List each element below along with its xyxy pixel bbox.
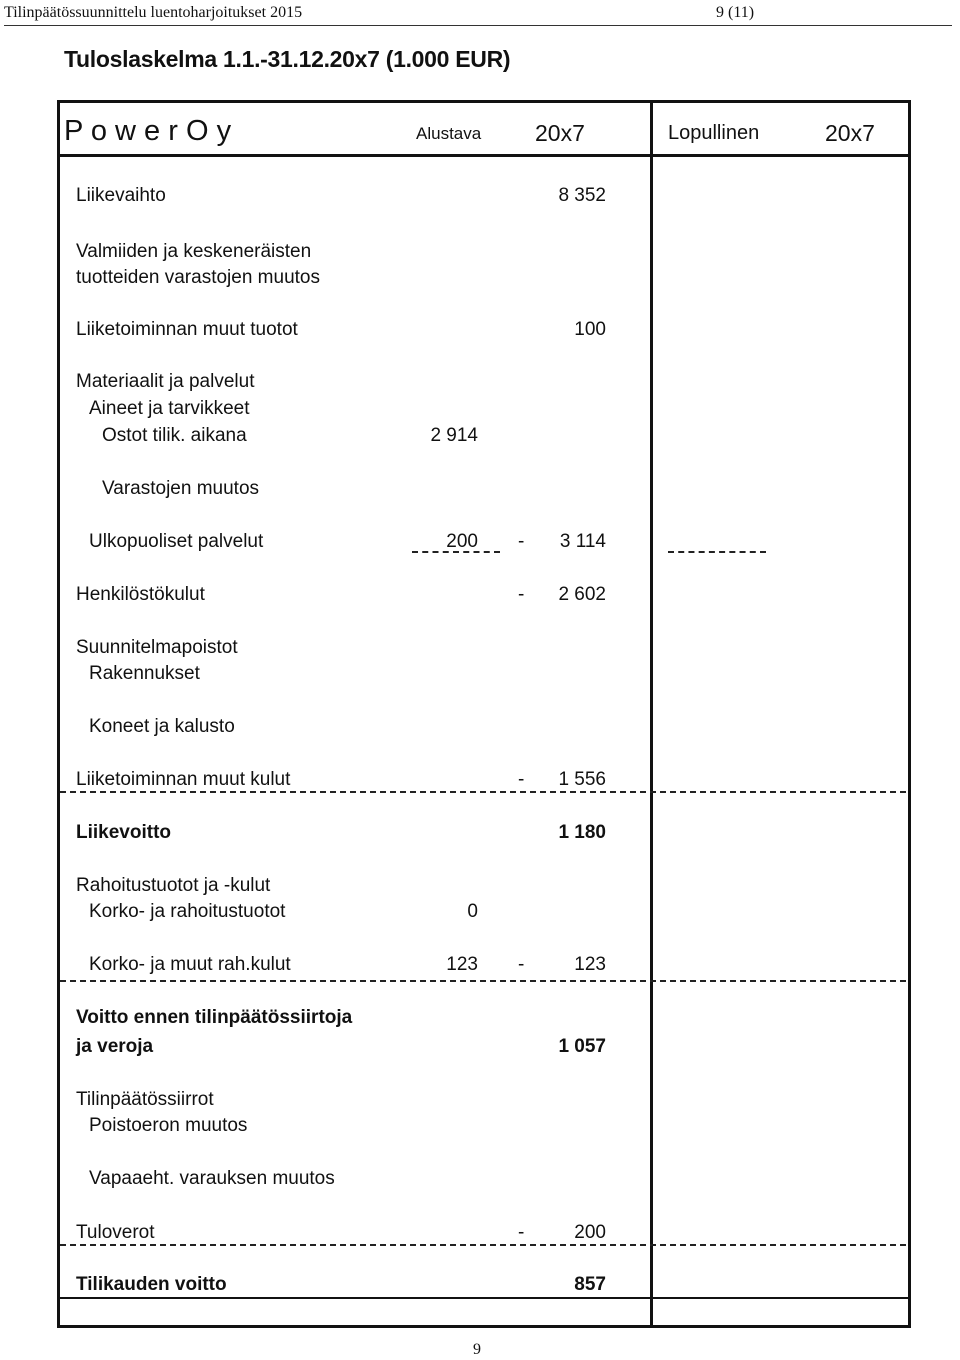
row-label-muut-kulut: Liiketoiminnan muut kulut bbox=[76, 769, 291, 790]
financial-dashed-line bbox=[60, 980, 906, 982]
subtotal-dashed-line bbox=[412, 551, 500, 553]
row-label-rahoitus: Rahoitustuotot ja -kulut bbox=[76, 875, 271, 896]
page-title: Tuloslaskelma 1.1.-31.12.20x7 (1.000 EUR) bbox=[64, 46, 511, 72]
preliminary-label: Alustava bbox=[416, 124, 482, 143]
row-total-liikevoitto: 1 180 bbox=[558, 822, 606, 843]
row-sign-tuloverot: - bbox=[518, 1222, 525, 1243]
row-sub-ulkopuoliset: 200 bbox=[446, 531, 478, 552]
document-header-title: Tilinpäätössuunnittelu luentoharjoitukset 2015 bbox=[4, 4, 303, 21]
row-label-muut-tuotot: Liiketoiminnan muut tuotot bbox=[76, 319, 298, 340]
row-total-liikevaihto: 8 352 bbox=[558, 185, 606, 206]
row-label-voitto-1: Voitto ennen tilinpäätössiirtoja bbox=[76, 1007, 353, 1028]
row-label-ulkopuoliset: Ulkopuoliset palvelut bbox=[89, 531, 264, 552]
row-label-varastojen: Varastojen muutos bbox=[102, 478, 260, 499]
row-label-aineet: Aineet ja tarvikkeet bbox=[89, 398, 250, 419]
page-number: 9 bbox=[473, 1341, 481, 1358]
row-label-rakennukset: Rakennukset bbox=[89, 663, 200, 684]
row-sign-muut-kulut: - bbox=[518, 769, 525, 790]
row-label-voitto-2: ja veroja bbox=[76, 1036, 154, 1057]
row-label-tilinpaatos: Tilinpäätössiirrot bbox=[76, 1089, 214, 1110]
row-total-tilikauden: 857 bbox=[574, 1274, 606, 1295]
row-label-liikevoitto: Liikevoitto bbox=[76, 822, 172, 843]
row-label-korko-kulut: Korko- ja muut rah.kulut bbox=[89, 954, 291, 975]
final-dashed-line bbox=[668, 551, 766, 553]
row-sign-henkilosto: - bbox=[518, 584, 525, 605]
row-label-koneet: Koneet ja kalusto bbox=[89, 716, 235, 737]
header-rule bbox=[4, 25, 952, 26]
page-counter: 9 (11) bbox=[716, 4, 755, 21]
operating-dashed-line bbox=[60, 791, 906, 793]
row-label-suunnitelma: Suunnitelmapoistot bbox=[76, 637, 238, 658]
row-label-poistoero: Poistoeron muutos bbox=[89, 1115, 248, 1136]
row-sub-korko-tuotot: 0 bbox=[467, 901, 478, 922]
row-sub-ostot: 2 914 bbox=[430, 425, 478, 446]
row-total-voitto: 1 057 bbox=[558, 1036, 606, 1057]
row-total-henkilosto: 2 602 bbox=[558, 584, 606, 605]
row-label-liikevaihto: Liikevaihto bbox=[76, 185, 166, 206]
bottom-separator bbox=[57, 1297, 911, 1299]
final-year: 20x7 bbox=[825, 120, 875, 146]
row-label-vapaaeht: Vapaaeht. varauksen muutos bbox=[89, 1168, 335, 1189]
row-label-materiaalit: Materiaalit ja palvelut bbox=[76, 371, 255, 392]
header-separator bbox=[57, 154, 911, 157]
row-sign-korko-kulut: - bbox=[518, 954, 525, 975]
row-total-tuloverot: 200 bbox=[574, 1222, 606, 1243]
row-sub-korko-kulut: 123 bbox=[446, 954, 478, 975]
row-label-valmiiden-2: tuotteiden varastojen muutos bbox=[76, 267, 320, 288]
preliminary-year: 20x7 bbox=[535, 120, 585, 146]
row-total-ulkopuoliset: 3 114 bbox=[559, 531, 606, 552]
column-divider bbox=[650, 100, 653, 1328]
row-label-korko-tuotot: Korko- ja rahoitustuotot bbox=[89, 901, 286, 922]
row-label-ostot: Ostot tilik. aikana bbox=[102, 425, 247, 446]
row-label-henkilosto: Henkilöstökulut bbox=[76, 584, 205, 605]
final-label: Lopullinen bbox=[668, 122, 760, 144]
row-label-tilikauden: Tilikauden voitto bbox=[76, 1274, 227, 1295]
row-total-korko-kulut: 123 bbox=[574, 954, 606, 975]
row-label-valmiiden-1: Valmiiden ja keskeneräisten bbox=[76, 241, 312, 262]
company-name: P o w e r O y bbox=[64, 115, 232, 147]
tax-dashed-line bbox=[60, 1244, 906, 1246]
row-total-muut-kulut: 1 556 bbox=[558, 769, 606, 790]
row-sign-ulkopuoliset: - bbox=[518, 531, 525, 552]
row-label-tuloverot: Tuloverot bbox=[76, 1222, 155, 1243]
row-total-muut-tuotot: 100 bbox=[574, 319, 606, 340]
